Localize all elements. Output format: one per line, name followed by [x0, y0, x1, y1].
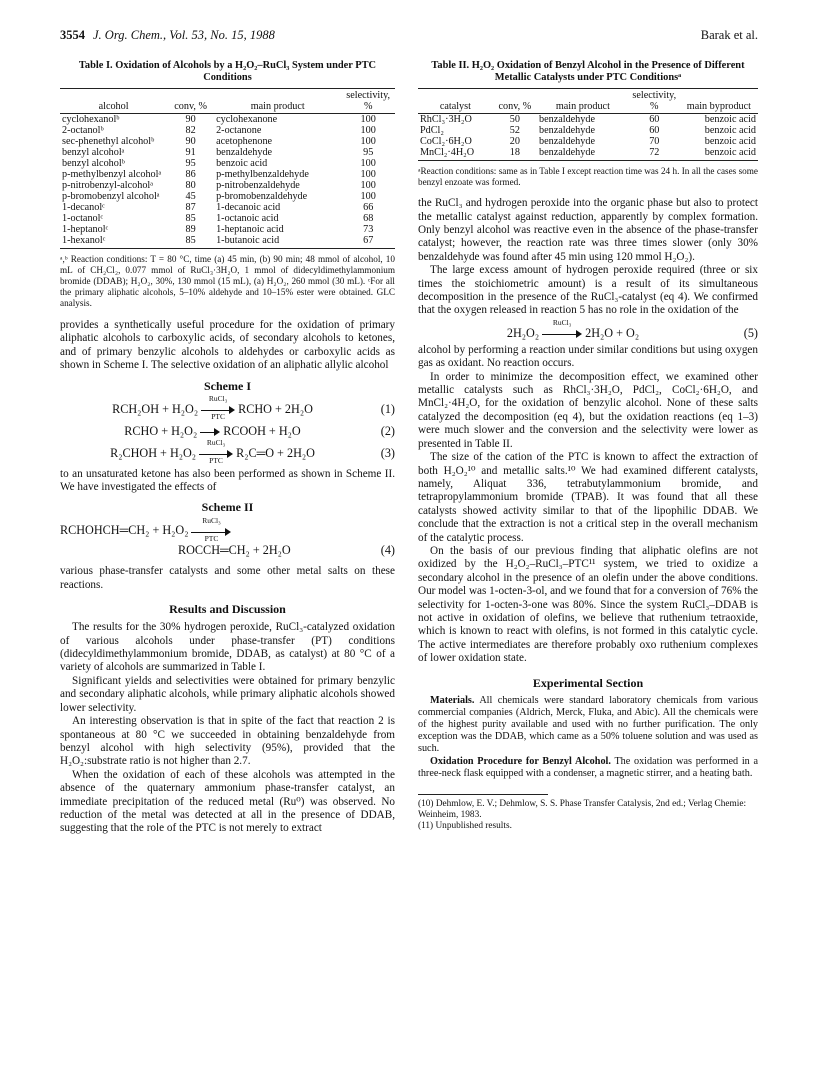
- table-cell: 100: [360, 169, 376, 180]
- table-cell: 1-heptanolᶜ: [62, 224, 109, 235]
- table2: [418, 88, 758, 161]
- section-title-experimental: Experimental Section: [532, 675, 644, 690]
- table1-footnote: ᵃ,ᵇ Reaction conditions: T = 80 °C, time (a) 45 min, (b) 90 min; 48 mmol of alcohol, 10 mL of CH₂Cl₂, 0.077 mmol of RuCl₃·3H₂O, 1 mmol of didecyldimethylammonium bromide (DDAB); H₂O₂, 30%, 130 mmol (15 mL), (a) H₂O₂, 260 mmol (30 mL). ᶜFor all the primary aliphatic alcohols, 5–10% aldehyde and 10–15% ester were obtained. GLC analysis.: [60, 254, 395, 308]
- table2-footnote: ᵃReaction conditions: same as in Table I except reaction time was 24 h. In all the cases some benzyl enzoate was formed.: [418, 166, 758, 187]
- body-paragraph: In order to minimize the decomposition effect, we examined other metallic catalysts such as RhCl₃·3H₂O, PdCl₂, CoCl₂·6H₂O, and MnCl₂·4H₂O, for the oxidation of benzylic alcohol. None of these salts catalyzed the decomposition (eq 4), but the oxidation reactions (eq 1–3) were much slower and the conversion and the selectivity were lower as presented in Table II.: [418, 370, 758, 450]
- table-cell: benzaldehyde: [538, 125, 595, 136]
- table-cell: 95: [185, 158, 196, 169]
- table-cell: 60: [649, 125, 660, 136]
- body-paragraph: various phase-transfer catalysts and some other metal salts on these reactions.: [60, 565, 395, 591]
- table-row: [60, 191, 395, 202]
- reaction-arrow-icon: [191, 515, 231, 543]
- table-row: [60, 235, 395, 249]
- table-row: [418, 125, 758, 136]
- eq1-number: (1): [380, 401, 395, 416]
- table-cell: p-nitrobenzaldehyde: [216, 180, 300, 191]
- table-cell: benzoic acid: [680, 147, 758, 161]
- scheme2-title: Scheme II: [201, 500, 254, 515]
- table-row: [60, 114, 395, 126]
- journal-citation: J. Org. Chem., Vol. 53, No. 15, 1988: [93, 28, 275, 42]
- body-paragraph: Significant yields and selectivities were obtained for primary benzylic and secondary aliphatic alcohols, while primary aliphatic alcohols showed lower selectivity.: [60, 674, 395, 714]
- body-paragraph: The large excess amount of hydrogen peroxide required (three or six times the stoichiometric amount) is a result of its simultaneous decomposition in the presence of the RuCl₃-catalyst (eq 4). We confirmed that the oxygen released in reaction 5 has no role in the oxidation of the: [418, 264, 758, 317]
- body-paragraph: On the basis of our previous finding that aliphatic olefins are not oxidized by the H₂O₂–RuCl₃–PTC¹¹ system, we tried to oxidize a secondary alcohol in the presence of an olefin under the above conditions. Our model was 1-octen-3-ol, and we found that for a conversion of 76% the selectivity for 1-octen-3-one was 80%. Since the system RuCl₃–DDAB is not active in oxidation of olefins, we believe that ruthenium tetraoxide, which is known to react with olefins, is not formed in this catalytic cycle. The active intermediates are therefore probably oxo ruthenium complexes of lower oxidation state.: [418, 544, 758, 665]
- table1-header-conv: conv, %: [167, 89, 214, 114]
- table-cell: 95: [363, 147, 374, 158]
- table-cell: 18: [493, 147, 537, 161]
- equation-4: [60, 515, 395, 561]
- table-row: [60, 125, 395, 136]
- materials-heading: Materials.: [430, 694, 475, 706]
- section-title-results: Results and Discussion: [169, 602, 286, 617]
- page-header: [60, 28, 758, 44]
- table-row: [60, 213, 395, 224]
- table-row: [60, 169, 395, 180]
- scheme1-title: Scheme I: [204, 378, 251, 393]
- table-cell: acetophenone: [216, 136, 273, 147]
- table-cell: p-nitrobenzyl-alcoholᵃ: [62, 180, 154, 191]
- table-cell: 89: [185, 224, 196, 235]
- table-cell: 80: [185, 180, 196, 191]
- table-cell: 85: [185, 213, 196, 224]
- table2-header-byproduct: main byproduct: [680, 89, 758, 114]
- eq3-catalyst: RuCl₃: [206, 437, 226, 447]
- table-cell: 100: [360, 191, 376, 202]
- header-left: [60, 28, 275, 43]
- table-cell: benzaldehyde: [538, 114, 595, 125]
- eq1-reactants: RCH₂OH + H₂O₂: [112, 401, 199, 416]
- table-cell: 91: [185, 147, 196, 158]
- equation-1: [60, 393, 395, 421]
- author-running-head: Barak et al.: [700, 28, 758, 42]
- table-row: [60, 136, 395, 147]
- eq4-condition: PTC: [204, 533, 219, 543]
- eq1-products: RCHO + 2H₂O: [238, 401, 313, 416]
- table-cell: 85: [167, 235, 214, 249]
- reaction-arrow-icon: [201, 393, 235, 421]
- right-column: [418, 60, 758, 832]
- table1: [60, 88, 395, 249]
- table1-title: Table I. Oxidation of Alcohols by a H₂O₂–RuCl₃ System under PTC Conditions: [78, 60, 377, 83]
- footnote-10: (10) Dehmlow, E. V.; Dehmlow, S. S. Phase Transfer Catalysis, 2nd ed.; Verlag Chemie: Weinheim, 1983.: [418, 799, 747, 821]
- table-cell: 1-decanoic acid: [216, 202, 281, 213]
- eq3-reactants: R₂CHOH + H₂O₂: [110, 445, 197, 460]
- table-cell: benzyl alcoholᵃ: [62, 147, 125, 158]
- eq3-number: (3): [380, 445, 395, 460]
- table2-header-conv: conv, %: [493, 89, 537, 114]
- table-cell: 1-octanolᶜ: [62, 213, 104, 224]
- eq2-reactants: RCHO + H₂O₂: [124, 423, 198, 438]
- equation-5: [418, 318, 758, 344]
- eq2-number: (2): [380, 423, 395, 438]
- table-cell: 66: [363, 202, 374, 213]
- table-cell: 2-octanone: [216, 125, 262, 136]
- table2-header-product: main product: [537, 89, 629, 114]
- eq5-number: (5): [743, 325, 758, 340]
- table-cell: benzoic acid: [704, 136, 756, 147]
- eq2-products: RCOOH + H₂O: [223, 423, 301, 438]
- table-cell: benzaldehyde: [537, 147, 629, 161]
- table-cell: 1-butanoic acid: [214, 235, 341, 249]
- body-paragraph: provides a synthetically useful procedure for the oxidation of primary aliphatic alcohols to carboxylic acids, of secondary alcohols to ketones, and of primary benzylic alcohols to aldehydes or carboxylic acids as shown in Scheme I. The selective oxidation of an aliphatic allylic alcohol: [60, 319, 395, 372]
- table-cell: 73: [363, 224, 374, 235]
- page-number: 3554: [60, 28, 85, 42]
- table-row: [60, 180, 395, 191]
- table-row: [60, 158, 395, 169]
- table-cell: p-bromobenzyl alcoholᵃ: [62, 191, 160, 202]
- table-cell: 45: [185, 191, 196, 202]
- table1-header-selectivity: selectivity, %: [341, 89, 395, 114]
- table-cell: CoCl₂·6H₂O: [420, 136, 472, 147]
- table-cell: 68: [363, 213, 374, 224]
- table-cell: 100: [360, 136, 376, 147]
- table-cell: 2-octanolᵇ: [62, 125, 104, 136]
- procedure-heading: Oxidation Procedure for Benzyl Alcohol.: [430, 755, 611, 767]
- materials-paragraph: [418, 695, 758, 756]
- footnote-divider: [418, 794, 548, 795]
- table-cell: 60: [649, 114, 660, 125]
- body-paragraph: An interesting observation is that in spite of the fact that reaction 2 is spontaneous at 80 °C we succeeded in obtaining benzaldehyde from benzyl alcohol with high selectivity (95%), provided that the H₂O₂:substrate ratio is not higher than 2.7.: [60, 715, 395, 768]
- table-cell: cyclohexanone: [216, 114, 278, 125]
- body-paragraph: When the oxidation of each of these alcohols was attempted in the absence of the quaternary ammonium phase-transfer catalyst, an immediate precipitation of the reduced metal (Ru⁰) was observed. No reduction of the metal was detected at all in the presence of DDAB, suggesting that the role of the PTC is not merely to extract: [60, 768, 395, 835]
- eq5-catalyst: RuCl₃: [552, 318, 572, 328]
- body-paragraph: the RuCl₃ and hydrogen peroxide into the organic phase but also to protect the metallic catalyst against reduction, apparently by complex formation. Only benzyl alcohol was reactive even in the absence of the phase-transfer catalyst; however, the reaction rate was three times slower (only 30% benzaldehyde was found after 45 min using 120 mmol H₂O₂).: [418, 197, 758, 263]
- procedure-text: The oxidation was performed in a three-neck flask equipped with a condenser, a magnetic stirrer, and a heating bath.: [418, 755, 758, 779]
- reaction-arrow-icon: [542, 318, 582, 339]
- table-cell: 50: [509, 114, 520, 125]
- body-paragraph: alcohol by performing a reaction under similar conditions but using oxygen gas as oxidant. No reaction occurs.: [418, 343, 758, 370]
- table-cell: benzoic acid: [704, 125, 756, 136]
- table-cell: 100: [360, 125, 376, 136]
- table-cell: benzyl alcoholᵇ: [62, 158, 125, 169]
- materials-text: All chemicals were standard laboratory chemicals from various commercial companies (Aldrich, Merck, Fluka, and Abic). All the chemicals were of the highest purity available and used with no further purification. The only exception was the DDAB, which came as a 50% toluene solution and was used as such.: [418, 694, 758, 755]
- table-cell: 67: [341, 235, 395, 249]
- table-cell: 90: [185, 136, 196, 147]
- body-paragraph: to an unsaturated ketone has also been performed as shown in Scheme II. We have investigated the effects of: [60, 467, 395, 494]
- table-cell: p-methylbenzyl alcoholᵃ: [62, 169, 162, 180]
- table-cell: 1-decanolᶜ: [62, 202, 105, 213]
- eq3-condition: PTC: [209, 455, 223, 465]
- eq1-catalyst: RuCl₃: [208, 393, 228, 403]
- table-cell: p-methylbenzaldehyde: [216, 169, 309, 180]
- table-cell: 86: [185, 169, 196, 180]
- reaction-arrow-icon: [199, 437, 233, 465]
- footnote-11: (11) Unpublished results.: [418, 821, 512, 832]
- procedure-paragraph: [418, 756, 758, 780]
- table-cell: p-bromobenzaldehyde: [216, 191, 308, 202]
- table-row: [60, 224, 395, 235]
- table-cell: MnCl₂·4H₂O: [418, 147, 493, 161]
- reaction-arrow-icon: [200, 427, 220, 437]
- table-cell: 100: [360, 158, 376, 169]
- table-row: [418, 147, 758, 161]
- eq4-products: ROCCH═CH₂ + 2H₂O: [178, 543, 291, 558]
- table-cell: 70: [649, 136, 660, 147]
- table-cell: 1-hexanolᶜ: [60, 235, 167, 249]
- body-paragraph: The size of the cation of the PTC is known to affect the extraction of both H₂O₂¹⁰ and metallic salts.¹⁰ We had examined different catalysts, namely, Aliquat 336, tetrabutylammonium bromide, and tetrapropylammonium bromide (TPAB). It was found that all these catalysts showed activity similar to that of the lipophilic DDAB. We conclude that the extraction is not a critical step in the overall mechanism of the catalytic process.: [418, 451, 758, 544]
- table-cell: PdCl₂: [420, 125, 444, 136]
- table-row: [60, 147, 395, 158]
- table-row: [418, 114, 758, 126]
- table-cell: 1-heptanoic acid: [216, 224, 284, 235]
- table-cell: benzaldehyde: [216, 147, 273, 158]
- table-cell: cyclohexanolᵇ: [62, 114, 120, 125]
- table1-header-alcohol: alcohol: [60, 89, 167, 114]
- table-cell: benzoic acid: [216, 158, 268, 169]
- eq4-catalyst: RuCl₃: [202, 515, 221, 525]
- eq4-number: (4): [380, 543, 395, 558]
- eq4-reactants: RCHOHCH═CH₂ + H₂O₂: [60, 523, 189, 538]
- eq3-products: R₂C═O + 2H₂O: [236, 445, 315, 460]
- table-cell: 82: [185, 125, 196, 136]
- eq5-products: 2H₂O + O₂: [585, 325, 640, 340]
- table2-header-catalyst: catalyst: [418, 89, 493, 114]
- left-column: [60, 60, 395, 836]
- table-row: [60, 202, 395, 213]
- table-cell: RhCl₃·3H₂O: [420, 114, 472, 125]
- table-cell: 52: [509, 125, 520, 136]
- equation-3: [60, 437, 395, 465]
- table-cell: 90: [185, 114, 196, 125]
- table-cell: benzoic acid: [704, 114, 756, 125]
- table-cell: 100: [360, 114, 376, 125]
- table-cell: 20: [509, 136, 520, 147]
- table2-header-selectivity: selectivity, %: [629, 89, 680, 114]
- table-cell: 100: [360, 180, 376, 191]
- body-paragraph: The results for the 30% hydrogen peroxide, RuCl₃-catalyzed oxidation of various alcohols under phase-transfer (PT) conditions (didecyldimethylammonium bromide, DDAB, as catalyst) at 80 °C of a variety of alcohols are summarized in Table I.: [60, 621, 395, 674]
- table-cell: benzaldehyde: [538, 136, 595, 147]
- eq1-condition: PTC: [211, 411, 225, 421]
- table-cell: sec-phenethyl alcoholᵇ: [62, 136, 155, 147]
- table2-title: Table II. H₂O₂ Oxidation of Benzyl Alcohol in the Presence of Different Metallic Catalysts under PTC Conditionsᵃ: [431, 60, 745, 83]
- eq5-reactants: 2H₂O₂: [506, 325, 540, 340]
- table-cell: 87: [185, 202, 196, 213]
- table-row: [418, 136, 758, 147]
- table-cell: 1-octanoic acid: [216, 213, 279, 224]
- table1-header-product: main product: [214, 89, 341, 114]
- table-cell: 72: [629, 147, 680, 161]
